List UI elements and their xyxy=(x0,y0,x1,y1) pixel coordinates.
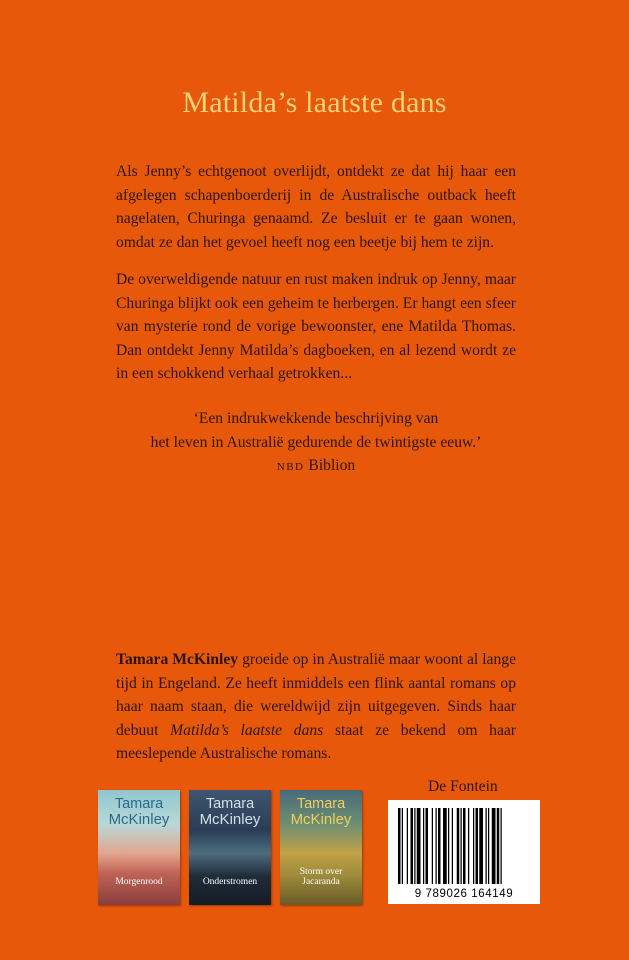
book-author-last: McKinley xyxy=(290,811,352,828)
bio-book-title: Matilda’s laatste dans xyxy=(170,721,324,739)
book-cover-title: Morgenrood xyxy=(115,877,163,887)
blurb-paragraph-2: De overweldigende natuur en rust maken indruk op Jenny, maar Churinga blijkt ook een geheim te herbergen. Er hangt een sfeer van mysterie rond de vorige bewoonster, ene Matilda Thomas. Dan ontdekt Jenny Matilda’s dagboeken, en al lezend wordt ze in een schokkend verhaal getrokken... xyxy=(116,271,516,382)
isbn-number: 9 789026 164149 xyxy=(414,888,514,900)
isbn-barcode xyxy=(388,800,540,904)
book-title: Matilda’s laatste dans xyxy=(182,86,447,119)
book-cover-storm-over-jacaranda xyxy=(280,790,362,905)
blurb-paragraph-1: Als Jenny’s echtgenoot overlijdt, ontdekt ze dat hij haar een afgelegen schapenboerderij in de Australische outback heeft nagelaten, Churinga genaamd. Ze besluit er te gaan wonen, omdat ze dan het gevoel heeft nog een beetje bij hem te zijn. xyxy=(116,163,516,251)
author-bio xyxy=(116,648,516,766)
quote-line-1: ‘Een indrukwekkende beschrijving van xyxy=(193,410,439,427)
book-author-first: Tamara xyxy=(205,796,255,812)
book-author-first: Tamara xyxy=(114,796,164,812)
bio-text-1: groeide op in Australië maar woont al lange tijd in Engeland. Ze heeft inmiddels een flink aantal romans op haar naam staan, die wereldwijd zijn uitgegeven. Sinds haar debuut xyxy=(116,651,516,739)
book-author-last: McKinley xyxy=(199,811,261,828)
book-cover-title: Storm over Jacaranda xyxy=(299,867,343,887)
barcode-bars xyxy=(388,800,540,886)
review-quote xyxy=(116,407,516,480)
book-cover-onderstromen xyxy=(189,790,271,905)
quote-source-abbr: NBD xyxy=(276,461,305,473)
book-author-first: Tamara xyxy=(296,796,346,812)
quote-source xyxy=(116,454,516,480)
quote-line-2: het leven in Australië gedurende de twintigste eeuw.’ xyxy=(150,433,482,451)
bio-text-2: staat ze bekend om haar meeslepende Australische romans. xyxy=(116,721,517,762)
author-name: Tamara McKinley xyxy=(116,651,239,668)
quote-source-name: Biblion xyxy=(308,457,356,474)
publisher-name: De Fontein xyxy=(428,778,498,795)
book-cover-title: Onderstromen xyxy=(202,877,258,887)
book-cover-morgenrood xyxy=(98,790,180,905)
book-author-last: McKinley xyxy=(108,811,170,828)
